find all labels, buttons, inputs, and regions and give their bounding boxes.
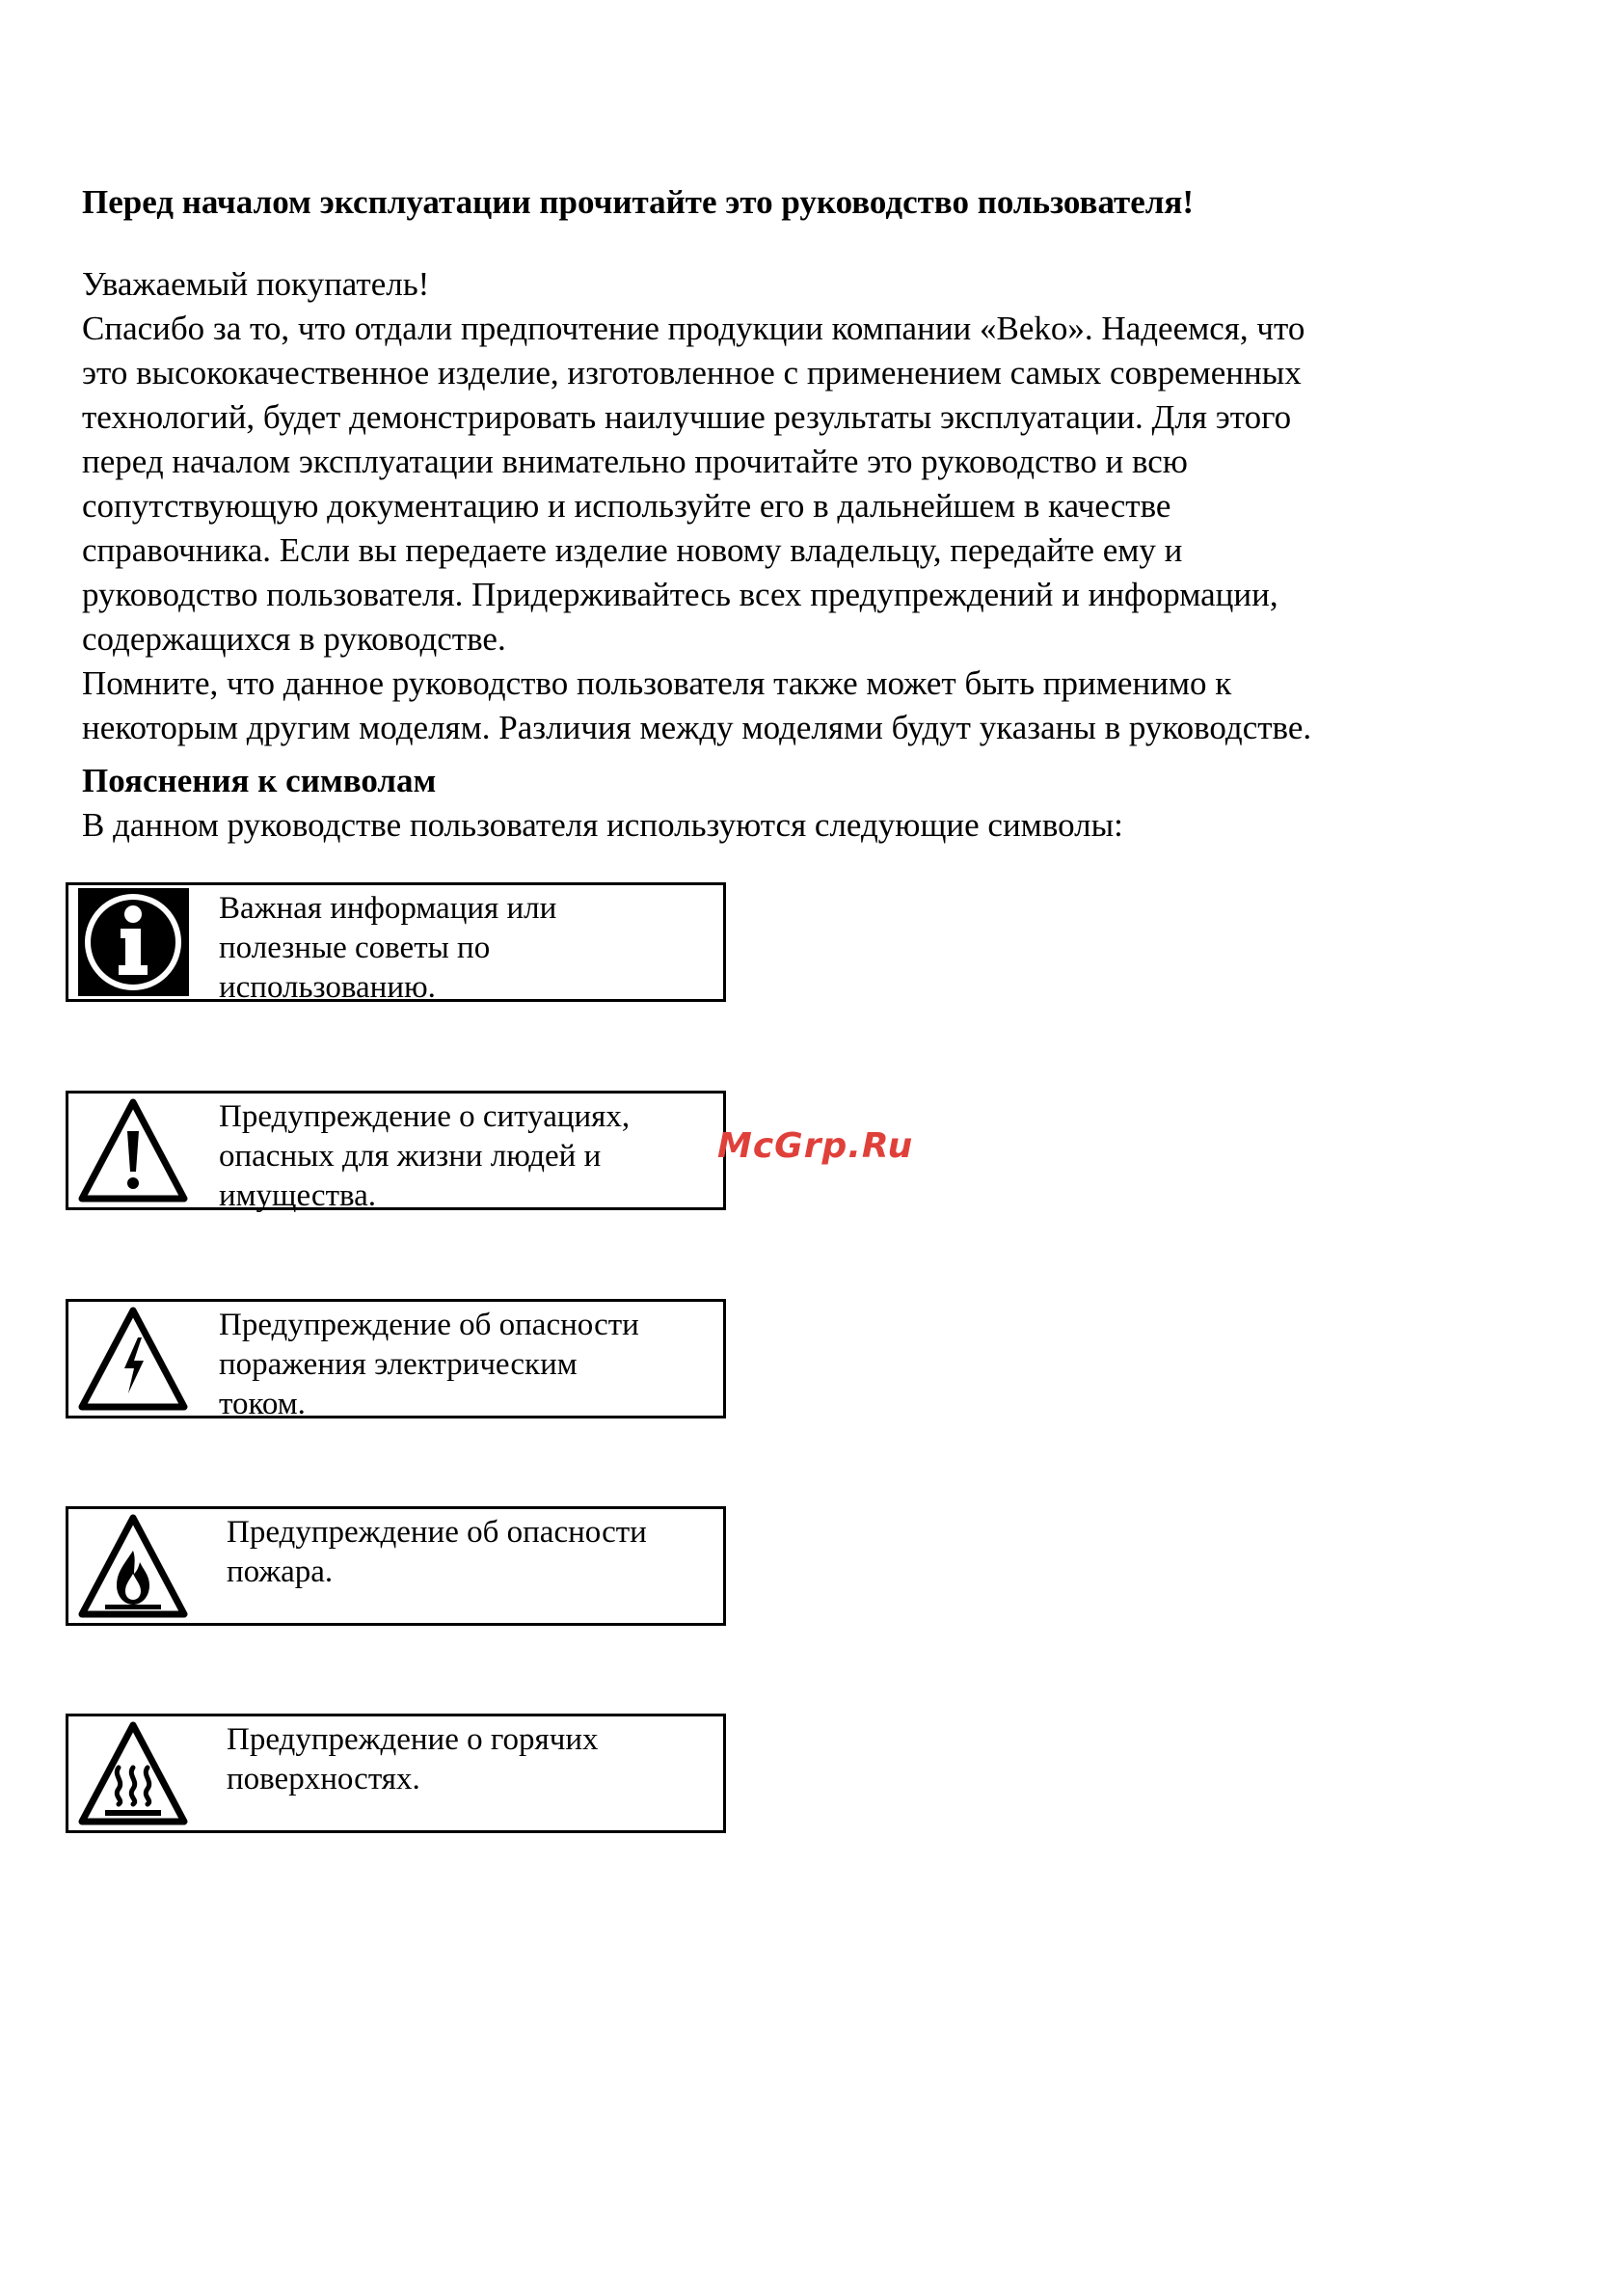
intro-line: содержащихся в руководстве.: [82, 620, 506, 658]
fire-hazard-icon: [78, 1512, 189, 1620]
intro-line: Спасибо за то, что отдали предпочтение продукции компании «Beko». Надеемся, что: [82, 310, 1305, 347]
symbol-label-line: пожара.: [227, 1554, 334, 1589]
intro-line: перед началом эксплуатации внимательно прочитайте это руководство и всю: [82, 443, 1188, 480]
symbol-label-line: поверхностях.: [227, 1762, 420, 1796]
intro-line: технологий, будет демонстрировать наилучшие результаты эксплуатации. Для этого: [82, 398, 1292, 436]
symbol-label-line: опасных для жизни людей и: [219, 1139, 602, 1174]
intro-line: сопутствующую документацию и используйте его в дальнейшем в качестве: [82, 487, 1171, 525]
intro-line: некоторым другим моделям. Различия между моделями будут указаны в руководстве.: [82, 709, 1312, 746]
symbol-label: [227, 1513, 647, 1592]
symbol-label-line: током.: [219, 1387, 306, 1421]
symbol-label-line: имущества.: [219, 1178, 377, 1213]
symbol-box-fire: [66, 1506, 726, 1626]
symbol-label-line: Предупреждение о горячих: [227, 1722, 599, 1757]
symbol-label-line: использованию.: [219, 970, 436, 1005]
symbol-label-line: Предупреждение об опасности: [227, 1515, 647, 1550]
symbol-label: [227, 1720, 599, 1799]
symbol-label-line: поражения электрическим: [219, 1347, 578, 1382]
electric-shock-icon: [78, 1305, 189, 1413]
symbol-label: [219, 1097, 630, 1216]
warning-exclamation-icon: [78, 1096, 189, 1204]
watermark: McGrp.Ru: [717, 1126, 914, 1166]
symbols-section-title: Пояснения к символам: [82, 762, 437, 799]
symbol-label: [219, 889, 556, 1008]
hot-surface-icon: [78, 1719, 189, 1827]
symbols-section-intro: В данном руководстве пользователя используются следующие символы:: [82, 806, 1123, 844]
symbol-label-line: Предупреждение о ситуациях,: [219, 1099, 631, 1134]
intro-text: [82, 262, 1547, 750]
symbol-label: [219, 1306, 639, 1424]
symbol-label-line: полезные советы по: [219, 931, 491, 965]
intro-line: руководство пользователя. Придерживайтесь всех предупреждений и информации,: [82, 576, 1278, 613]
symbol-box-electric: [66, 1299, 726, 1421]
symbol-label-line: Важная информация или: [219, 891, 557, 926]
intro-line: Уважаемый покупатель!: [82, 265, 430, 303]
symbol-box-hot-surface: [66, 1714, 726, 1833]
intro-line: Помните, что данное руководство пользователя также может быть применимо к: [82, 664, 1232, 702]
page-heading: Перед началом эксплуатации прочитайте это руководство пользователя!: [82, 183, 1195, 221]
symbol-label-line: Предупреждение об опасности: [219, 1308, 639, 1342]
symbol-box-info: [66, 882, 726, 1005]
info-icon: [78, 888, 189, 996]
intro-line: это высококачественное изделие, изготовленное с применением самых современных: [82, 354, 1302, 392]
intro-line: справочника. Если вы передаете изделие новому владельцу, передайте ему и: [82, 531, 1183, 569]
symbol-box-warning: [66, 1091, 726, 1213]
